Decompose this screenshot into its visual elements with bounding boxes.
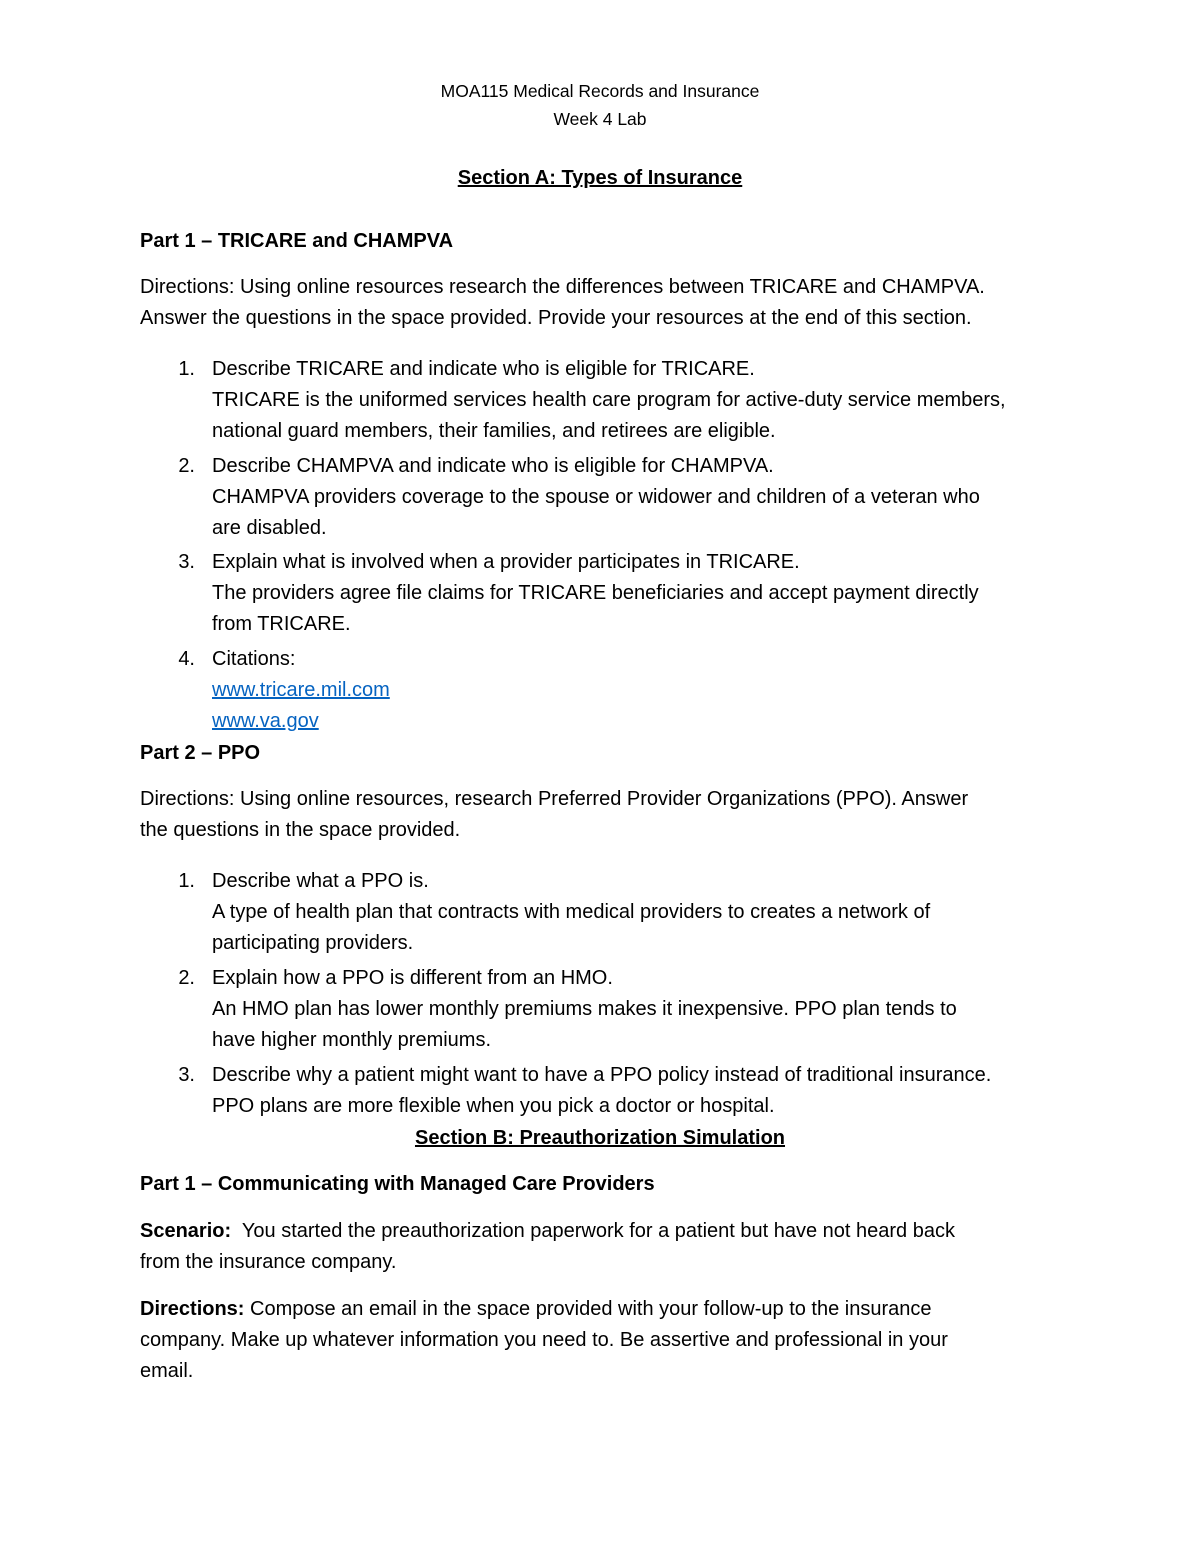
list-number: 1. bbox=[178, 870, 195, 892]
list-number: 2. bbox=[178, 967, 195, 989]
directions-b-line1 bbox=[140, 1296, 932, 1322]
part1-directions-line2: Answer the questions in the space provided. Provide your resources at the end of this section. bbox=[140, 307, 972, 329]
part1-heading: Part 1 – TRICARE and CHAMPVA bbox=[140, 230, 454, 252]
course-title: MOA115 Medical Records and Insurance bbox=[440, 81, 760, 101]
question-ppo-benefit: Describe why a patient might want to have a PPO policy instead of traditional insurance. bbox=[212, 1064, 992, 1086]
answer-line: national guard members, their families, and retirees are eligible. bbox=[212, 420, 776, 442]
scenario-line1 bbox=[140, 1218, 955, 1244]
answer-line: A type of health plan that contracts with medical providers to creates a network of bbox=[212, 901, 931, 923]
list-number: 3. bbox=[178, 551, 195, 573]
answer-line: CHAMPVA providers coverage to the spouse or widower and children of a veteran who bbox=[212, 486, 980, 508]
scenario-label: Scenario: bbox=[140, 1220, 232, 1242]
section-b-title: Section B: Preauthorization Simulation bbox=[414, 1127, 786, 1149]
part2-directions-line1: Directions: Using online resources, research Preferred Provider Organizations (PPO). Answer bbox=[140, 788, 969, 810]
answer-line: TRICARE is the uniformed services health care program for active-duty service members, bbox=[212, 389, 1006, 411]
directions-b-line2: company. Make up whatever information you need to. Be assertive and professional in your bbox=[140, 1329, 948, 1351]
citation-link-tricare[interactable]: www.tricare.mil.com bbox=[212, 679, 390, 701]
answer-line: The providers agree file claims for TRICARE beneficiaries and accept payment directly bbox=[212, 582, 979, 604]
directions-text: Compose an email in the space provided with your follow-up to the insurance bbox=[244, 1298, 932, 1320]
list-number: 2. bbox=[178, 455, 195, 477]
answer-line: from TRICARE. bbox=[212, 613, 351, 635]
list-number: 3. bbox=[178, 1064, 195, 1086]
directions-b-line3: email. bbox=[140, 1360, 194, 1382]
question-champva: Describe CHAMPVA and indicate who is eligible for CHAMPVA. bbox=[212, 455, 774, 477]
citations-label: Citations: bbox=[212, 648, 296, 670]
question-tricare: Describe TRICARE and indicate who is eligible for TRICARE. bbox=[212, 358, 755, 380]
directions-label: Directions: bbox=[140, 1298, 245, 1320]
question-ppo-vs-hmo: Explain how a PPO is different from an HMO. bbox=[212, 967, 613, 989]
answer-line: An HMO plan has lower monthly premiums makes it inexpensive. PPO plan tends to bbox=[212, 998, 957, 1020]
answer-line: PPO plans are more flexible when you pick a doctor or hospital. bbox=[212, 1095, 775, 1117]
scenario-line2: from the insurance company. bbox=[140, 1251, 397, 1273]
question-ppo: Describe what a PPO is. bbox=[212, 870, 429, 892]
part2-directions-line2: the questions in the space provided. bbox=[140, 819, 461, 841]
list-number: 4. bbox=[178, 648, 195, 670]
part2-heading: Part 2 – PPO bbox=[140, 742, 261, 764]
citation-link-va[interactable]: www.va.gov bbox=[212, 710, 319, 732]
lab-subtitle: Week 4 Lab bbox=[553, 109, 647, 129]
answer-line: are disabled. bbox=[212, 517, 327, 539]
answer-line: have higher monthly premiums. bbox=[212, 1029, 492, 1051]
part1-directions-line1: Directions: Using online resources research the differences between TRICARE and CHAMPVA. bbox=[140, 276, 985, 298]
section-b-part1-heading: Part 1 – Communicating with Managed Care Providers bbox=[140, 1173, 655, 1195]
list-number: 1. bbox=[178, 358, 195, 380]
answer-line: participating providers. bbox=[212, 932, 414, 954]
scenario-text: You started the preauthorization paperwork for a patient but have not heard back bbox=[231, 1220, 955, 1242]
section-a-title: Section A: Types of Insurance bbox=[457, 167, 743, 189]
question-provider-participation: Explain what is involved when a provider participates in TRICARE. bbox=[212, 551, 800, 573]
